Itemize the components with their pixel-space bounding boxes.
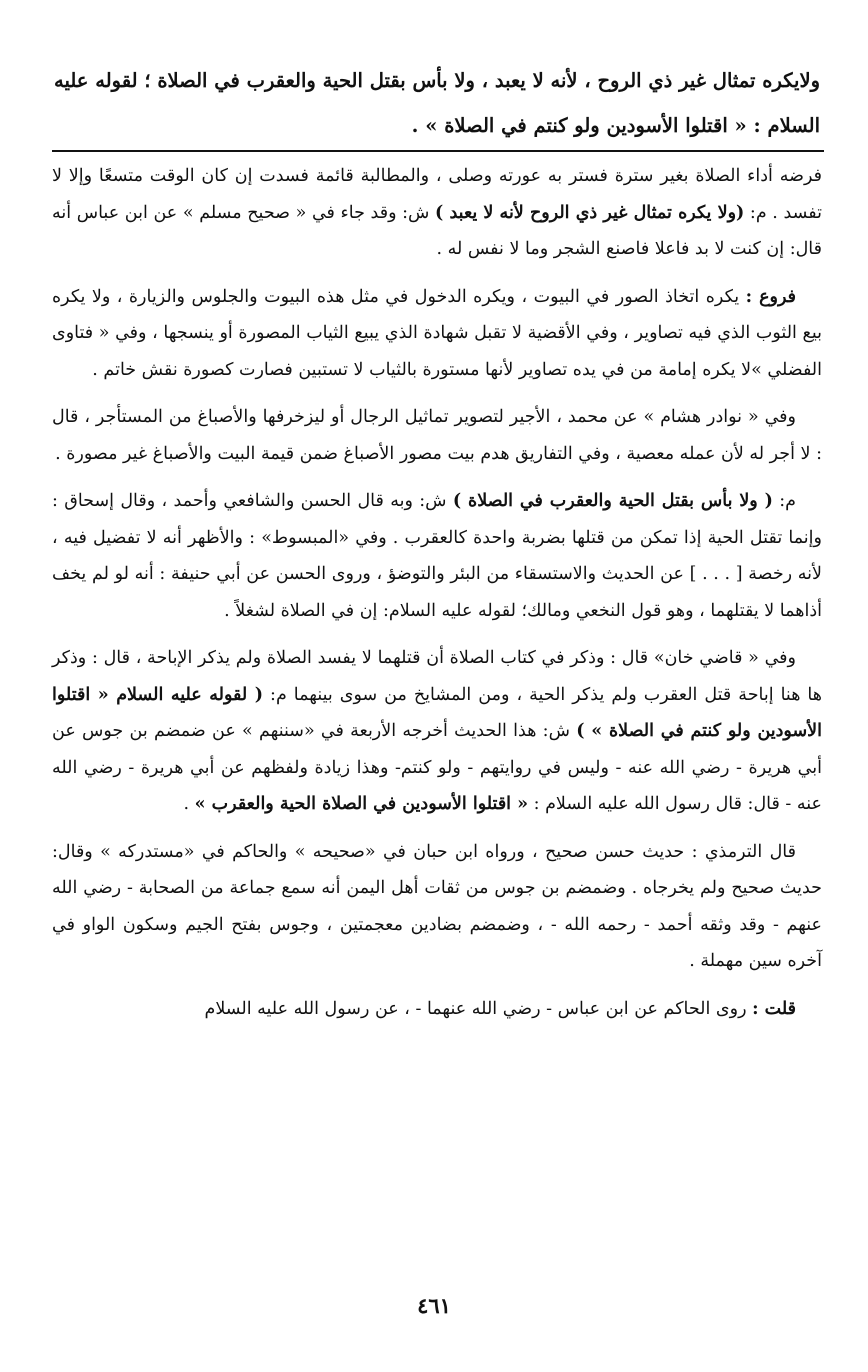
bold-text-run: فروع : [745,286,796,307]
matn-text: ولايكره تمثال غير ذي الروح ، لأنه لا يعبد ، ولا بأس بقتل الحية والعقرب في الصلاة ؛ لقوله عليه السلام : « اقتلوا الأسودين ولو كنتم في الصلاة » . [54,69,820,137]
commentary-paragraph [52,834,822,980]
commentary-paragraph [52,991,822,1028]
text-run: م: [772,491,797,511]
commentary-paragraph [52,483,822,629]
text-run: فرضه أداء الصلاة بغير سترة فستر به عورته وصلى ، والمطالبة قائمة فسدت إن كان الوقت متسعًا وإلا لا تفسد . م: [52,166,822,223]
bold-text-run: ( لقوله عليه السلام « اقتلوا الأسودين ولو كنتم في الصلاة » ) [52,684,822,741]
text-run: ش: هذا الحديث أخرجه الأربعة في «سننهم » عن ضمضم بن جوس عن أبي هريرة - رضي الله عنه - وليس في روايتهم - ولو كنتم- وهذا زيادة ولفظهم عن أبي هريرة - رضي الله عنه - قال: قال رسول الله عليه السلام : [52,721,822,814]
bold-text-run: ( ولا بأس بقتل الحية والعقرب في الصلاة ) [452,491,773,511]
text-run: قال الترمذي : حديث حسن صحيح ، ورواه ابن حبان في «صحيحه » والحاكم في «مستدركه » وقال: حديث صحيح ولم يخرجاه . وضمضم بن جوس من ثقات أهل اليمن أنه سمع جماعة من الصحابة - رضي الله عنهم - وقد وثقه أحمد - رحمه الله - ، وضمضم بضادين معجمتين ، وجوس بفتح الجيم وسكون الواو في آخره سين مهملة . [52,841,822,971]
text-run: وفي « نوادر هشام » عن محمد ، الأجير لتصوير تماثيل الرجال أو ليزخرفها والأصباغ من المستأجر ، قال : لا أجر له لأن عمله معصية ، وفي التفاريق هدم بيت مصور الأصباغ ضمن قيمة البيت والأصباغ غير مصورة . [52,407,822,464]
commentary-paragraph [52,640,822,823]
commentary-paragraph [52,279,822,389]
text-run: وفي « قاضي خان» قال : وذكر في كتاب الصلاة أن قتلهما لا يفسد الصلاة ولم يذكر الإباحة ، قال : وذكر ها هنا إباحة قتل العقرب ولم يذكر الحية ، ومن المشايخ من سوى بينهما م: [52,648,822,705]
commentary-paragraph [52,399,822,472]
text-run: ش: وبه قال الحسن والشافعي وأحمد ، وقال إسحاق : وإنما تقتل الحية إذا تمكن من قتلها بضربة واحدة كالعقرب . وفي «المبسوط» : والأظهر أنه لا تفضيل فيه ، لأنه رخصة [ . . . ] عن الحديث والاستسقاء من البئر والتوضؤ ، وروى الحسن عن أبي حنيفة : أنه لو لم يخف أذاهما لا يقتلهما ، وهو قول النخعي ومالك؛ لقوله عليه السلام: إن في الصلاة لشغلاً . [52,491,822,621]
bold-text-run: « اقتلوا الأسودين في الصلاة الحية والعقرب » [194,794,529,814]
text-run: يكره اتخاذ الصور في البيوت ، ويكره الدخول في مثل هذه البيوت والجلوس والزيارة ، ولا يكره بيع الثوب الذي فيه تصاوير ، وفي الأقضية لا تقبل شهادة الذي يبيع الثياب المصورة أو ينسجها ، وفي « فتاوى الفضلي »لا يكره إمامة من في يده تصاوير لأنها مستورة بالثياب لا تستبين فصارت كصورة نقش خاتم . [52,286,822,380]
bold-text-run: (ولا يكره تمثال غير ذي الروح لأنه لا يعبد ) [435,202,745,223]
commentary-paragraph [52,158,822,268]
text-run: . [183,794,195,814]
text-run: ش: وقد جاء في « صحيح مسلم » عن ابن عباس أنه قال: إن كنت لا بد فاعلا فاصنع الشجر وما لا نفس له . [52,202,822,259]
separator-rule [52,150,824,152]
text-run: روى الحاكم عن ابن عباس - رضي الله عنهما - ، عن رسول الله عليه السلام [204,998,753,1019]
page-number: ٤٦١ [417,1293,451,1318]
commentary-section [52,158,822,1038]
bold-text-run: قلت : [752,998,796,1019]
